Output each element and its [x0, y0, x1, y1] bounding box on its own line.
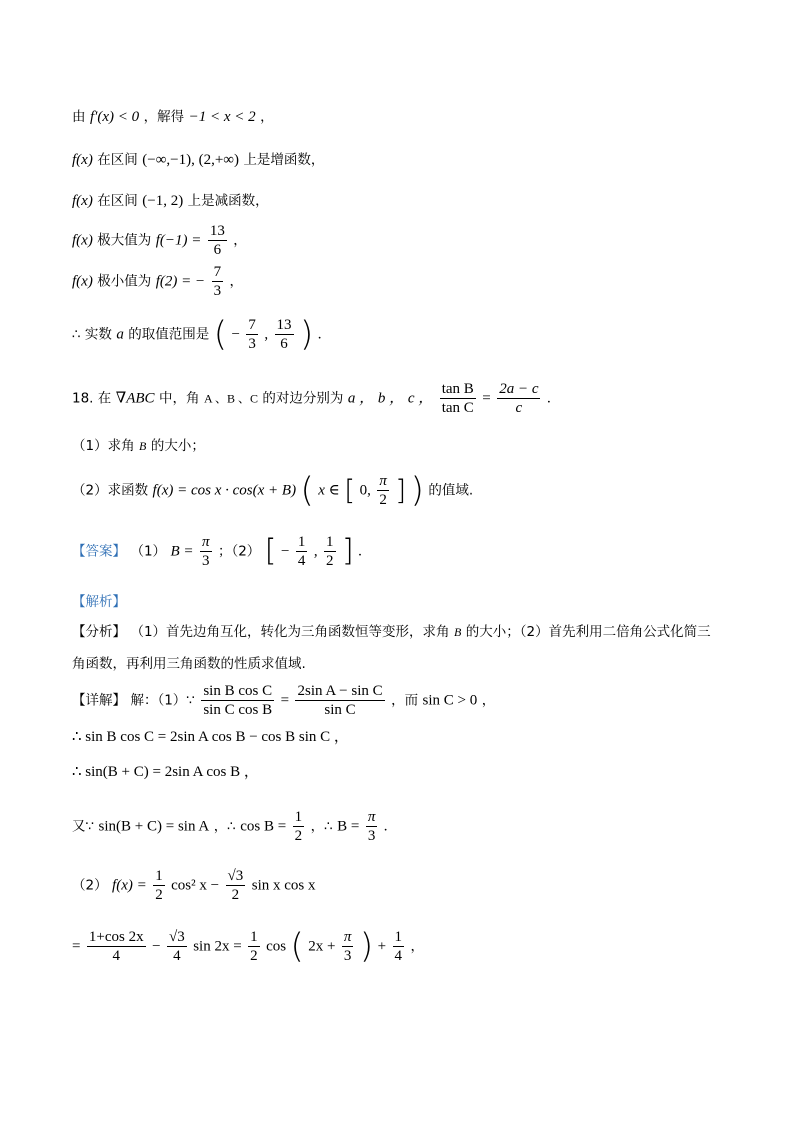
detail-line-4: 又∵ sin(B + C) = sin A ，∴ cos B = $\frac{1}{2}$ ，∴ B = $\frac{\pi}{3}$ . — [72, 809, 388, 844]
fraction-1-4-const: $\frac{1}{4}$ — [394, 929, 403, 964]
line-increasing-intervals: f(x) 在区间 (−∞,−1), (2,+∞) 上是增函数， — [72, 152, 325, 168]
analysis-heading: 【解析】 — [72, 594, 126, 610]
detail-part-2-line-1: （2） f(x) = $\frac{1}{2}$ cos² x − $\frac{√3}{2}$ sin x cos x — [72, 868, 316, 903]
answer-line: 【答案】 （1） B = $\frac{\pi}{3}$ ；（2） [ − $\frac{1}{4}$ , $\frac{1}{2}$ ] . — [72, 533, 362, 569]
right-paren: ) — [359, 926, 374, 967]
analysis-summary-line-2: 角函数，再利用三角函数的性质求值域. — [72, 656, 306, 672]
fraction-2sinA-sinC-over-sinC: $\frac{\text{2sin A − sin C}}{\text{sin C}}$ — [297, 683, 383, 718]
fraction-sinBcosC-over-sinCcosB: $\frac{\text{sin B cos C}}{\text{sin C cos B}}$ — [203, 683, 273, 718]
fraction-1-4: $\frac{1}{4}$ — [297, 534, 306, 569]
detail-part-2-line-2: = $\frac{1+\cos 2x}{4}$ − $\frac{√3}{4}$ sin 2x = $\frac{1}{2}$ cos ( 2x + $\frac{\pi}{3}$ ) + $\frac{1}{4}$ ， — [72, 926, 424, 967]
analysis-summary-line-1: 【分析】 （1）首先边角互化，转化为三角函数恒等变形，求角 B 的大小；（2）首先利用二倍角公式化简三 — [72, 624, 711, 640]
line-local-min: f(x) 极小值为 f(2) = − $\frac{7}{3}$ ， — [72, 264, 244, 299]
line-range-of-a: ∴ 实数 a 的取值范围是 ( − $\frac{7}{3}$ , $\frac{13}{6}$ ) . — [72, 314, 322, 355]
line-decreasing-interval: f(x) 在区间 (−1, 2) 上是减函数， — [72, 193, 269, 209]
fraction-pi-3: $\frac{\pi}{3}$ — [202, 534, 210, 569]
fraction-1-2: $\frac{1}{2}$ — [326, 534, 334, 569]
fraction-1-2-coef: $\frac{1}{2}$ — [155, 868, 163, 903]
fraction-pi-3-shift: $\frac{\pi}{3}$ — [343, 929, 352, 964]
detail-line-1: 【详解】 解：（1）∵ $\frac{\text{sin B cos C}}{\text{sin C cos B}}$ = $\frac{\text{2sin A − sin C}}{\text{sin C}}$ ，而 sin C > 0 ， — [72, 683, 496, 718]
fraction-13-6-range: $\frac{13}{6}$ — [276, 317, 292, 352]
fraction-tanB-tanC: $\frac{\text{tan B}}{\text{tan C}}$ — [441, 381, 474, 416]
question-18-part-2: （2）求函数 f(x) = cos x · cos(x + B) ( x ∈ [ 0, $\frac{\pi}{2}$ ] ) 的值域. — [72, 470, 474, 511]
fraction-pi-3-B: $\frac{\pi}{3}$ — [367, 809, 376, 844]
fraction-sqrt3-2: $\frac{√3}{2}$ — [227, 868, 244, 903]
left-bracket: [ — [264, 533, 277, 569]
fraction-1-2-cos: $\frac{1}{2}$ — [250, 929, 258, 964]
fraction-13-6: $\frac{13}{6}$ — [209, 223, 225, 258]
question-18: 18. 在 ∇ABC 中，角 A 、B 、C 的对边分别为 a ， b ， c ， $\frac{\text{tan B}}{\text{tan C}}$ = $\frac{2a - c}{c}$ . — [72, 381, 551, 416]
right-bracket: ] — [341, 533, 354, 569]
left-paren: ( — [290, 926, 304, 967]
fraction-sqrt3-4: $\frac{√3}{4}$ — [169, 929, 185, 964]
right-paren: ) — [410, 470, 424, 511]
fraction-1pluscos2x-4: $\frac{1+\cos 2x}{4}$ — [88, 929, 144, 964]
right-paren: ) — [300, 314, 314, 355]
fraction-pi-2: $\frac{\pi}{2}$ — [379, 473, 387, 508]
line-derivative-condition: 由 f′(x) < 0 ，解得 −1 < x < 2 ， — [72, 109, 274, 125]
left-paren: ( — [213, 314, 228, 355]
fraction-7-3: $\frac{7}{3}$ — [213, 264, 222, 299]
detail-line-2: ∴ sin B cos C = 2sin A cos B − cos B sin C ， — [72, 729, 349, 745]
question-18-part-1: （1）求角 B 的大小； — [72, 438, 205, 454]
fraction-7-3-range: $\frac{7}{3}$ — [248, 317, 256, 352]
left-bracket: [ — [344, 473, 356, 507]
fraction-1-2-cosB: $\frac{1}{2}$ — [294, 809, 303, 844]
detail-line-3: ∴ sin(B + C) = 2sin A cos B ， — [72, 764, 259, 780]
left-paren: ( — [300, 470, 314, 511]
fraction-2a-c-over-c: $\frac{2a - c}{c}$ — [499, 381, 539, 416]
right-bracket: ] — [395, 473, 407, 507]
line-local-max: f(x) 极大值为 f(−1) = $\frac{13}{6}$ ， — [72, 223, 247, 258]
